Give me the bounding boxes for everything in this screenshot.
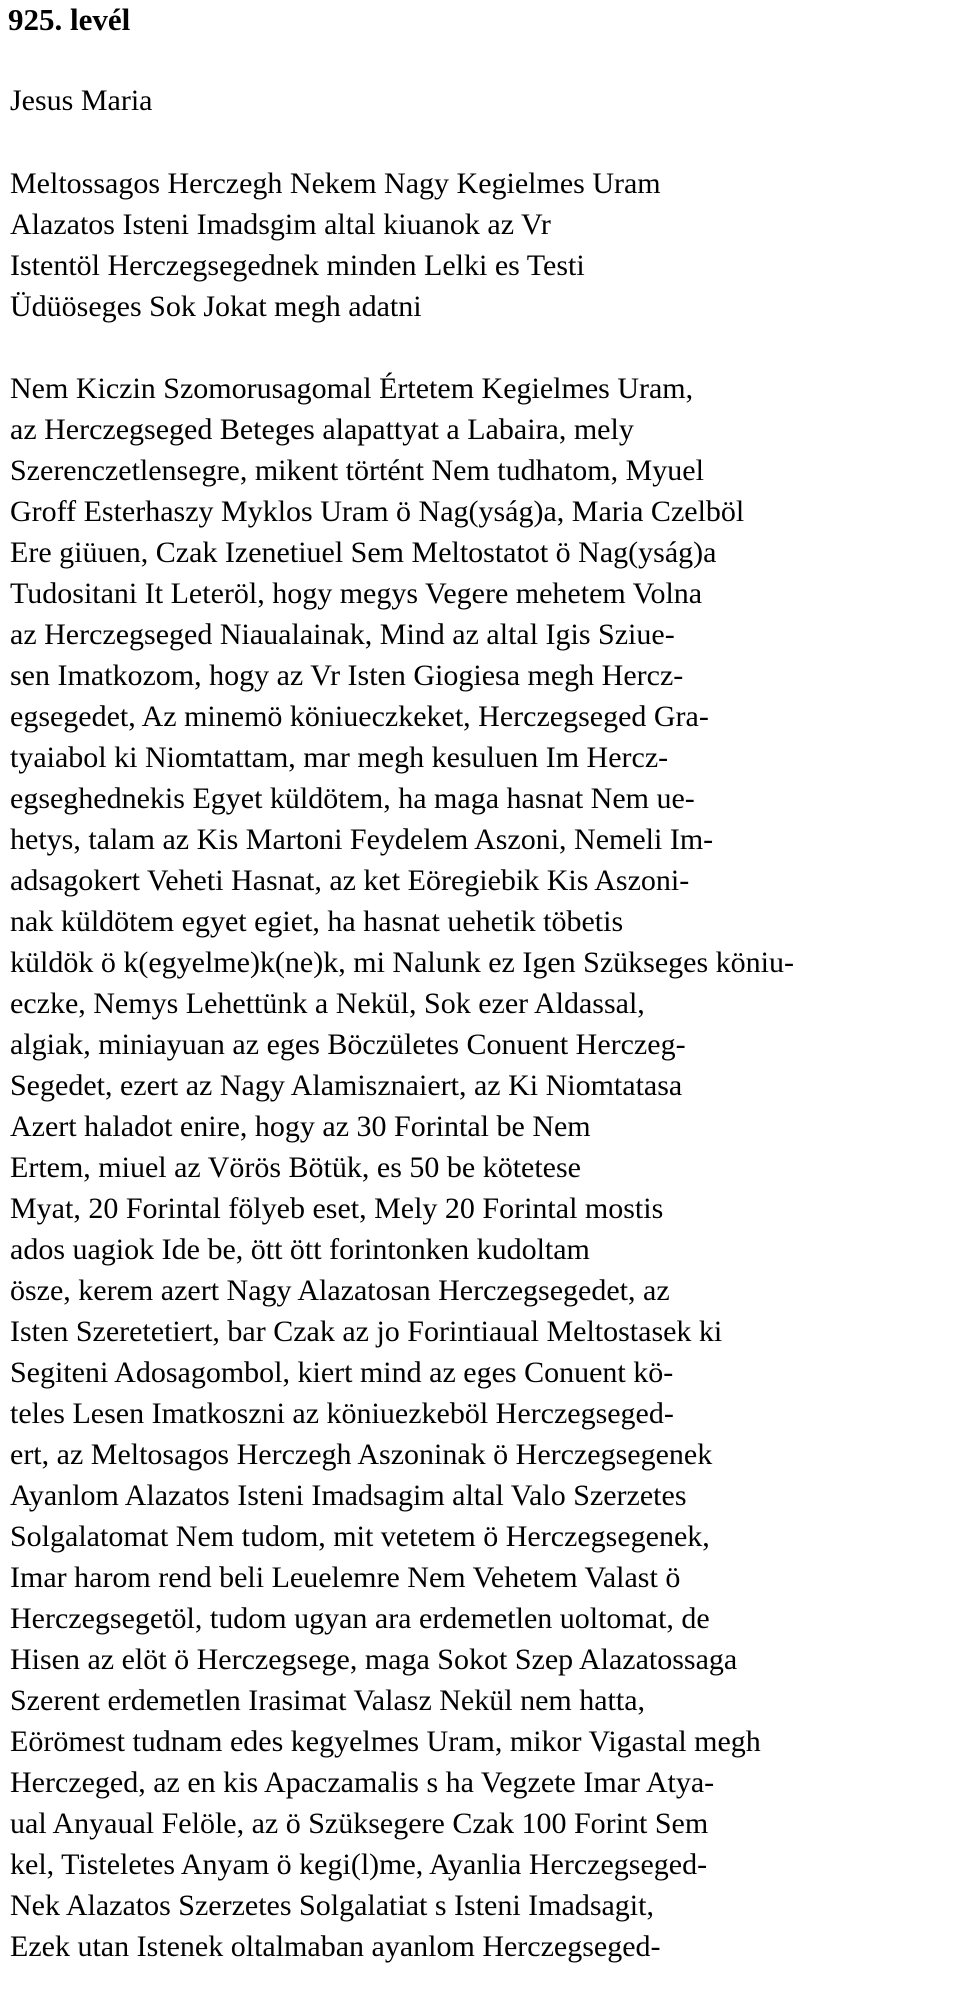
body-line: Ezek utan Istenek oltalmaban ayanlom Herczegseged-	[10, 1930, 661, 1963]
body-line: Szerent erdemetlen Irasimat Valasz Nekül nem hatta,	[10, 1684, 646, 1717]
body-line: Tudositani It Leteröl, hogy megys Vegere mehetem Volna	[10, 577, 703, 610]
body-line: teles Lesen Imatkoszni az köniuezkeböl Herczegseged-	[10, 1397, 674, 1430]
body-line: ösze, kerem azert Nagy Alazatosan Herczegsegedet, az	[10, 1274, 670, 1307]
body-line: Eörömest tudnam edes kegyelmes Uram, mikor Vigastal megh	[10, 1725, 761, 1758]
body-line: Isten Szeretetiert, bar Czak az jo Forintiaual Meltostasek ki	[10, 1315, 723, 1348]
body-line: Segedet, ezert az Nagy Alamisznaiert, az Ki Niomtatasa	[10, 1069, 683, 1102]
body-line: nak küldötem egyet egiet, ha hasnat uehetik töbetis	[10, 905, 624, 938]
salutation-line: Alazatos Isteni Imadsgim altal kiuanok az Vr	[10, 208, 551, 241]
body-line: küldök ö k(egyelme)k(ne)k, mi Nalunk ez Igen Szükseges köniu-	[10, 946, 794, 979]
body-line: adsagokert Veheti Hasnat, az ket Eöregiebik Kis Aszoni-	[10, 864, 690, 897]
body-line: algiak, miniayuan az eges Böczületes Conuent Herczeg-	[10, 1028, 686, 1061]
body-line: Ertem, miuel az Vörös Bötük, es 50 be kötetese	[10, 1151, 581, 1184]
body-line: az Herczegseged Beteges alapattyat a Labaira, mely	[10, 413, 634, 446]
body-line: Segiteni Adosagombol, kiert mind az eges Conuent kö-	[10, 1356, 674, 1389]
invocation-line: Jesus Maria	[10, 84, 153, 117]
body-line: az Herczegseged Niaualainak, Mind az altal Igis Sziue-	[10, 618, 675, 651]
body-line: Nem Kiczin Szomorusagomal Értetem Kegielmes Uram,	[10, 372, 694, 405]
body-line: eczke, Nemys Lehettünk a Nekül, Sok ezer Aldassal,	[10, 987, 645, 1020]
body-line: Ayanlom Alazatos Isteni Imadsagim altal Valo Szerzetes	[10, 1479, 687, 1512]
salutation-line: Istentöl Herczegsegednek minden Lelki es Testi	[10, 249, 585, 282]
body-line: egseghednekis Egyet küldötem, ha maga hasnat Nem ue-	[10, 782, 695, 815]
body-line: Herczegsegetöl, tudom ugyan ara erdemetlen uoltomat, de	[10, 1602, 710, 1635]
salutation-line: Meltossagos Herczegh Nekem Nagy Kegielmes Uram	[10, 167, 661, 200]
body-line: ual Anyaual Felöle, az ö Szüksegere Czak 100 Forint Sem	[10, 1807, 709, 1840]
body-line: Azert haladot enire, hogy az 30 Forintal be Nem	[10, 1110, 591, 1143]
body-line: egsegedet, Az minemö köniueczkeket, Herczegseged Gra-	[10, 700, 709, 733]
letter-title: 925. levél	[8, 2, 131, 37]
body-line: Groff Esterhaszy Myklos Uram ö Nag(yság)a, Maria Czelböl	[10, 495, 745, 528]
body-line: ert, az Meltosagos Herczegh Aszoninak ö Herczegsegenek	[10, 1438, 713, 1471]
body-line: Hisen az elöt ö Herczegsege, maga Sokot Szep Alazatossaga	[10, 1643, 738, 1676]
body-line: Myat, 20 Forintal fölyeb eset, Mely 20 Forintal mostis	[10, 1192, 664, 1225]
body-line: Herczeged, az en kis Apaczamalis s ha Vegzete Imar Atya-	[10, 1766, 715, 1799]
body-line: kel, Tisteletes Anyam ö kegi(l)me, Ayanlia Herczegseged-	[10, 1848, 708, 1881]
body-line: hetys, talam az Kis Martoni Feydelem Aszoni, Nemeli Im-	[10, 823, 714, 856]
body-line: Imar harom rend beli Leuelemre Nem Vehetem Valast ö	[10, 1561, 681, 1594]
body-line: Nek Alazatos Szerzetes Solgalatiat s Isteni Imadsagit,	[10, 1889, 654, 1922]
salutation-line: Üdüöseges Sok Jokat megh adatni	[10, 290, 422, 323]
body-line: Szerenczetlensegre, mikent történt Nem tudhatom, Myuel	[10, 454, 704, 487]
body-line: tyaiabol ki Niomtattam, mar megh kesuluen Im Hercz-	[10, 741, 669, 774]
body-line: Ere giüuen, Czak Izenetiuel Sem Meltostatot ö Nag(yság)a	[10, 536, 717, 569]
body-line: Solgalatomat Nem tudom, mit vetetem ö Herczegsegenek,	[10, 1520, 710, 1553]
body-line: sen Imatkozom, hogy az Vr Isten Giogiesa megh Hercz-	[10, 659, 684, 692]
body-line: ados uagiok Ide be, ött ött forintonken kudoltam	[10, 1233, 590, 1266]
